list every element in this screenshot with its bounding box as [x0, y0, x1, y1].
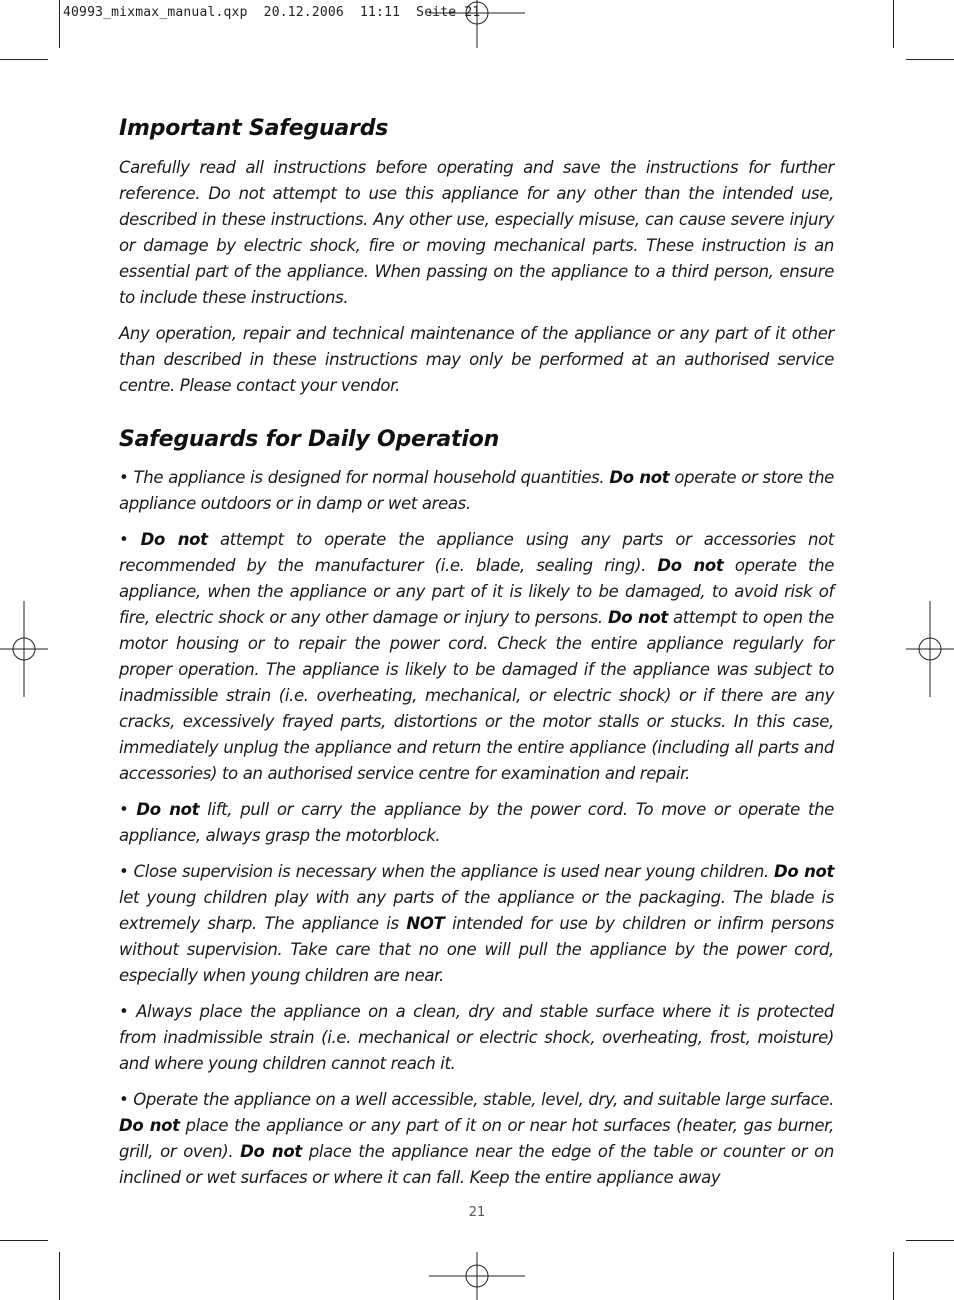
registration-mark-top [429, 0, 525, 48]
heading-important-safeguards: Important Safeguards [119, 116, 389, 141]
safeguard-item: • Close supervision is necessary when the appliance is used near young children. Do not let young children play with any parts of the appliance or the packaging. The blade is extremely sharp. The appliance is NOT intended for use by children or infirm persons without supervision. Take care that no one will pull the appliance by the power cord, especially when young children are near. [119, 862, 834, 985]
emphasis-text: Do not [774, 862, 834, 881]
safeguard-item: • Do not lift, pull or carry the appliance by the power cord. To move or operate the appliance, always grasp the motorblock. [119, 800, 834, 845]
emphasis-text: Do not [609, 468, 670, 487]
safeguard-item: • Always place the appliance on a clean, dry and stable surface where it is protected from inadmissible strain (i.e. mechanical or electric shock, overheating, frost, moisture) and where young children cannot reach it. [119, 1002, 834, 1073]
heading-daily-operation: Safeguards for Daily Operation [119, 427, 500, 452]
emphasis-text: Do not [119, 1116, 180, 1135]
safeguard-item: • Operate the appliance on a well accessible, stable, level, dry, and suitable large surface. Do not place the appliance or any part of it on or near hot surfaces (heater, gas burner, grill, or oven). Do not place the appliance near the edge of the table or counter or on inclined or wet surfaces or where it can fall. Keep the entire appliance away [119, 1090, 834, 1187]
emphasis-text: Do not [136, 800, 200, 819]
crop-mark-bottom-right-vertical [893, 1252, 894, 1300]
crop-mark-top-left-horizontal [0, 59, 48, 60]
registration-mark-left [0, 601, 48, 697]
registration-mark-bottom [429, 1252, 525, 1300]
crop-mark-top-right-horizontal [906, 59, 954, 60]
page-content [119, 112, 834, 1201]
safeguard-item: • Do not attempt to operate the appliance using any parts or accessories not recommended by the manufacturer (i.e. blade, sealing ring). Do not operate the appliance, when the appliance or any part of it is likely to be damaged, to avoid risk of fire, electric shock or any other damage or injury to persons. Do not attempt to open the motor housing or to repair the power cord. Check the entire appliance regularly for proper operation. The appliance is likely to be damaged if the appliance was subject to inadmissible strain (i.e. overheating, mechanical, or electric shock) or if there are any cracks, excessively frayed parts, distortions or the motor stalls or stucks. In this case, immediately unplug the appliance and return the entire appliance (including all parts and accessories) to an authorised service centre for examination and repair. [119, 530, 835, 783]
emphasis-text: Do not [140, 530, 208, 549]
crop-mark-bottom-left-horizontal [0, 1240, 48, 1241]
crop-mark-bottom-left-vertical [59, 1252, 60, 1300]
emphasis-text: Do not [240, 1142, 302, 1161]
crop-mark-bottom-right-horizontal [906, 1240, 954, 1241]
crop-mark-top-right-vertical [893, 0, 894, 48]
print-slug: 40993_mixmax_manual.qxp 20.12.2006 11:11 Seite 21 [63, 5, 481, 20]
emphasis-text: Do not [607, 608, 668, 627]
intro-paragraph: Carefully read all instructions before operating and save the instructions for further reference. Do not attempt to use this appliance for any other than the intended use, described in these instructions. Any other use, especially misuse, can cause severe injury or damage by electric shock, fire or moving mechanical parts. These instruction is an essential part of the appliance. When passing on the appliance to a third person, ensure to include these instructions. [119, 158, 834, 307]
safeguard-item: • The appliance is designed for normal household quantities. Do not operate or store the appliance outdoors or in damp or wet areas. [119, 468, 834, 513]
service-paragraph: Any operation, repair and technical maintenance of the appliance or any part of it other than described in these instructions may only be performed at an authorised service centre. Please contact your vendor. [119, 324, 834, 395]
crop-mark-top-left-vertical [59, 0, 60, 48]
registration-mark-right [906, 601, 954, 697]
page-number: 21 [468, 1205, 486, 1220]
emphasis-text: Do not [657, 556, 724, 575]
emphasis-text: NOT [406, 914, 445, 933]
